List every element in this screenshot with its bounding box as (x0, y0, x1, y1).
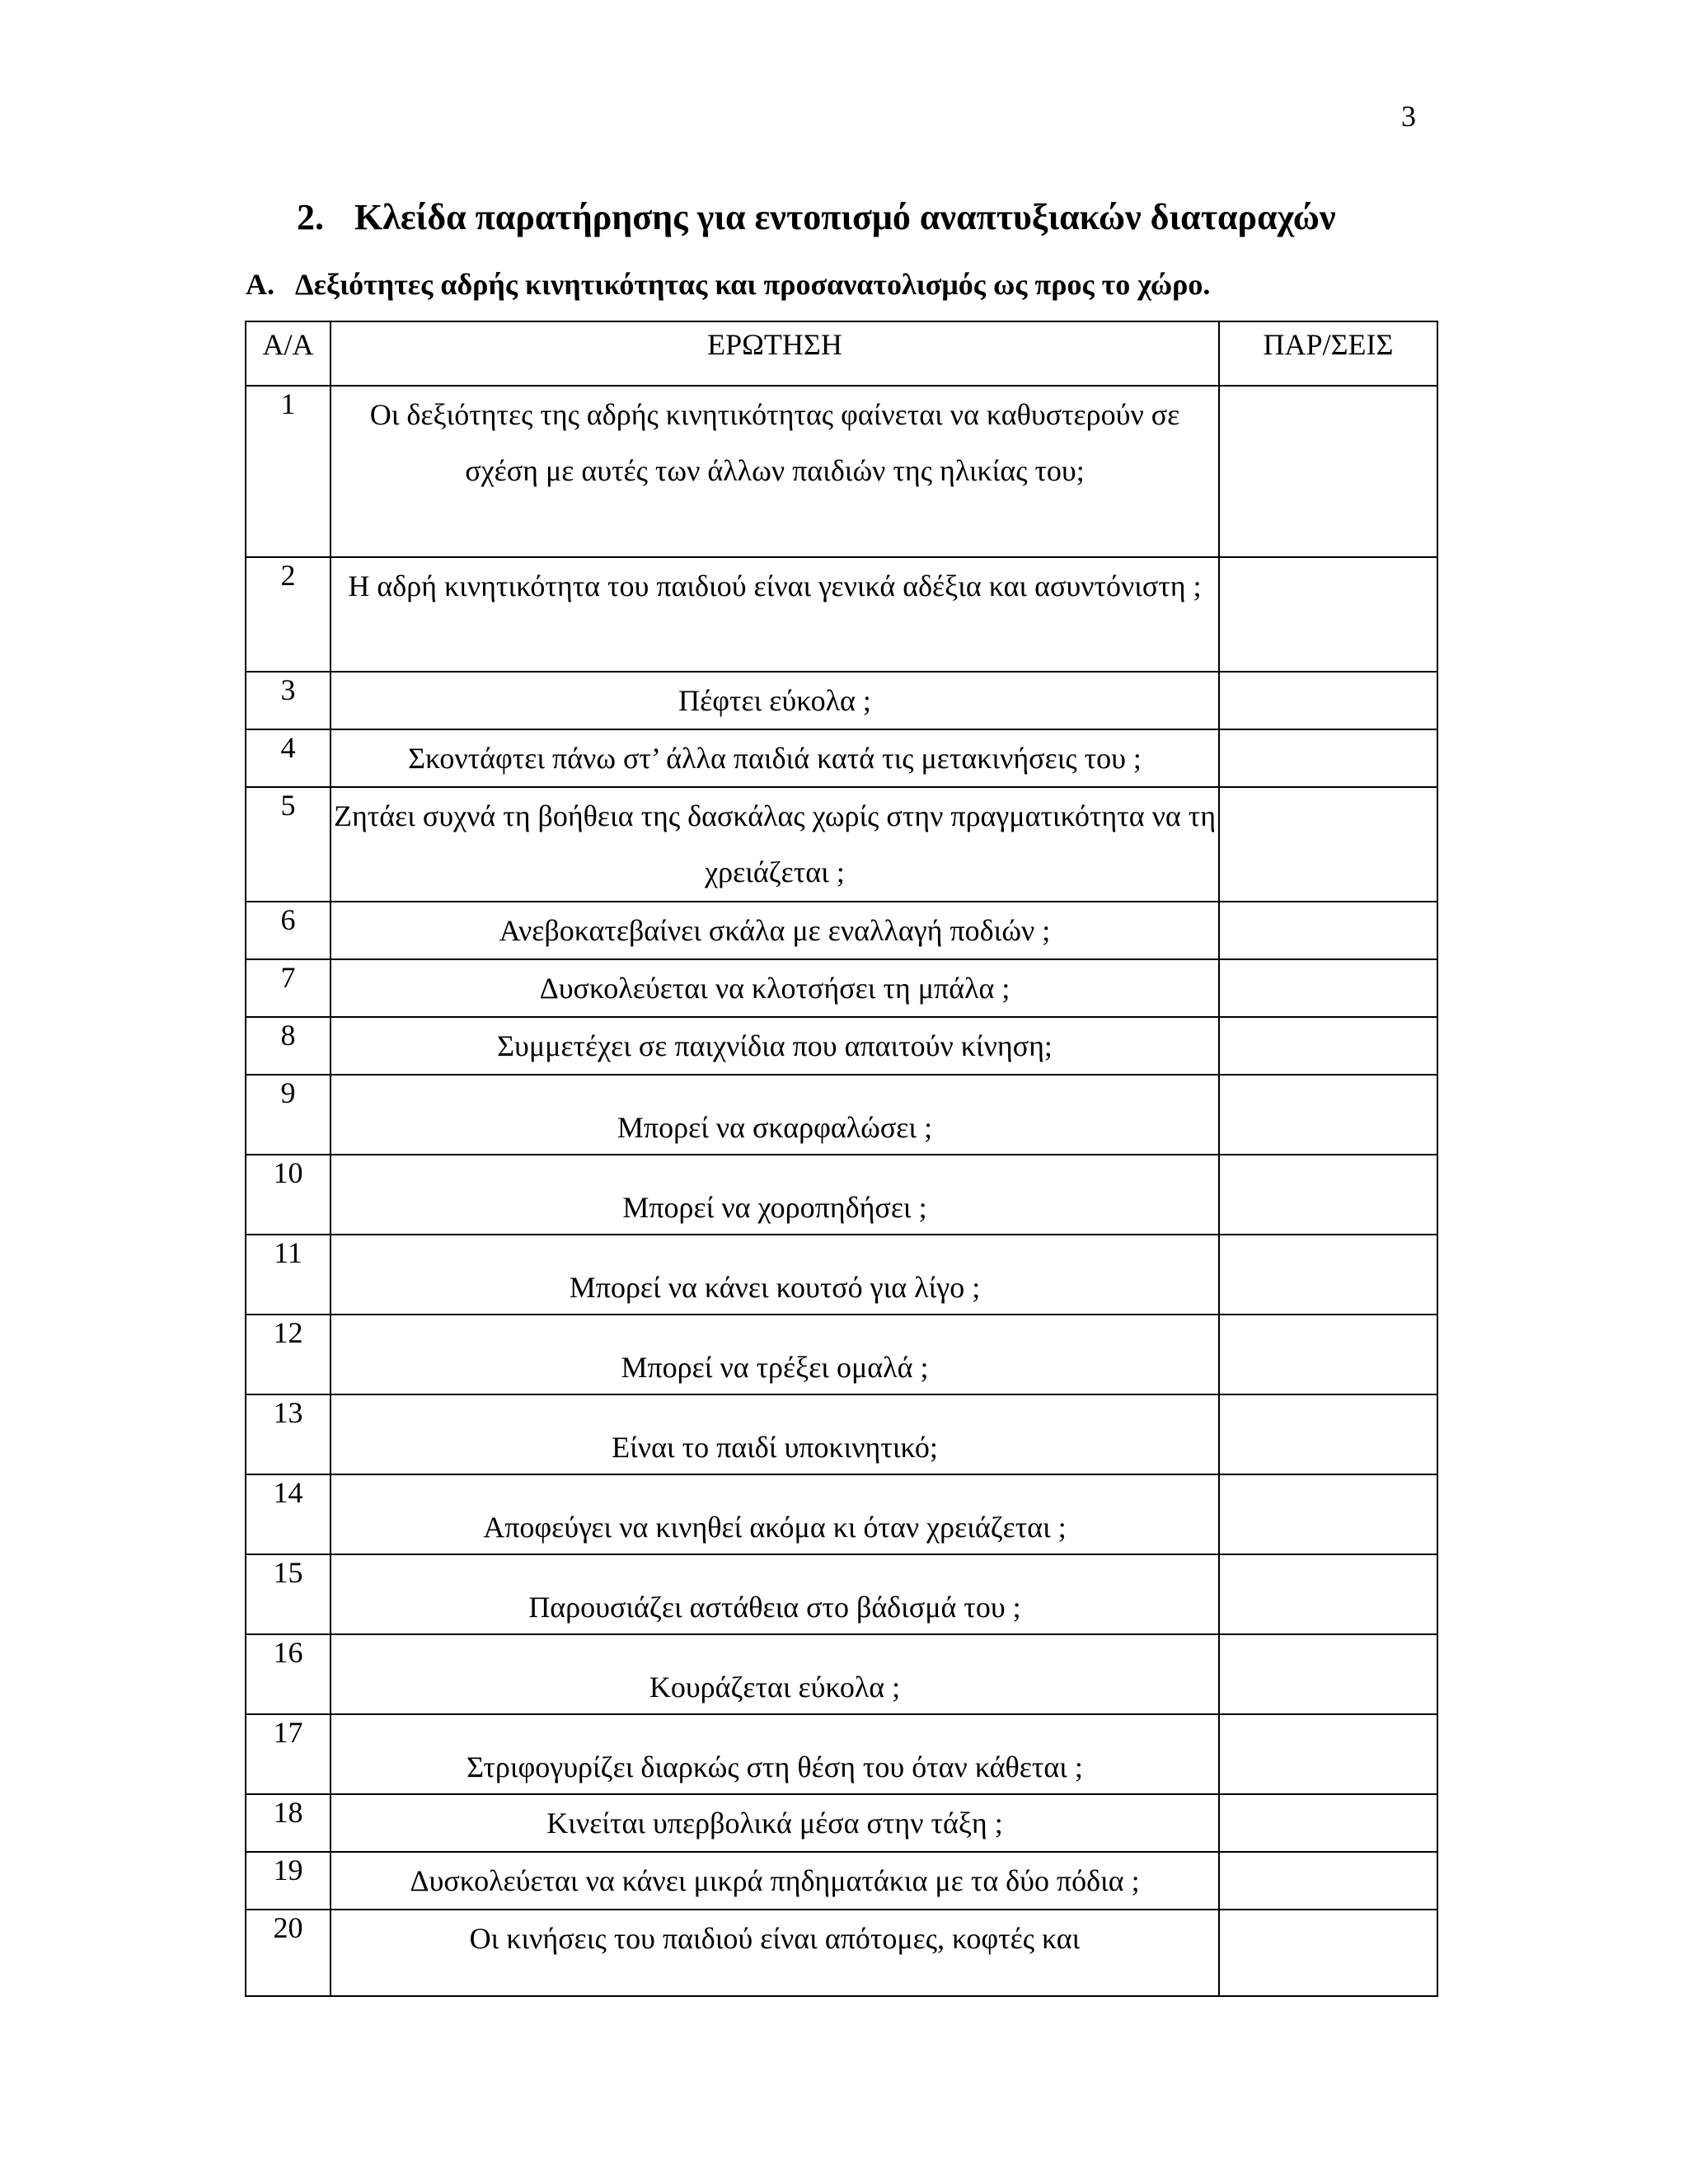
row-notes-cell[interactable] (1219, 787, 1437, 902)
subsection-letter: A. (246, 268, 274, 301)
subsection-title (246, 267, 1210, 302)
row-notes-cell[interactable] (1219, 1394, 1437, 1474)
row-notes-cell[interactable] (1219, 729, 1437, 787)
section-title-text: Κλείδα παρατήρησης για εντοπισμό αναπτυξιακών διαταραχών (354, 197, 1336, 237)
row-question: Κινείται υπερβολικά μέσα στην τάξη ; (331, 1794, 1219, 1852)
row-notes-cell[interactable] (1219, 1075, 1437, 1155)
row-number: 14 (246, 1474, 331, 1554)
row-number: 3 (246, 672, 331, 729)
row-notes-cell[interactable] (1219, 1474, 1437, 1554)
row-number: 12 (246, 1315, 331, 1394)
table-row (246, 959, 1437, 1017)
row-question: Πέφτει εύκολα ; (331, 672, 1219, 729)
section-title (297, 196, 1336, 238)
row-number: 4 (246, 729, 331, 787)
section-number: 2. (297, 197, 324, 237)
table-row (246, 557, 1437, 672)
row-notes-cell[interactable] (1219, 1235, 1437, 1315)
table-row (246, 1394, 1437, 1474)
header-notes: ΠΑΡ/ΣΕΙΣ (1219, 321, 1437, 386)
row-number: 2 (246, 557, 331, 672)
row-question: Ζητάει συχνά τη βοήθεια της δασκάλας χωρίς στην πραγματικότητα να τη χρειάζεται ; (331, 787, 1219, 902)
row-notes-cell[interactable] (1219, 672, 1437, 729)
row-question: Μπορεί να σκαρφαλώσει ; (331, 1075, 1219, 1155)
row-notes-cell[interactable] (1219, 1794, 1437, 1852)
row-notes-cell[interactable] (1219, 1714, 1437, 1794)
row-number: 17 (246, 1714, 331, 1794)
header-question: ΕΡΩΤΗΣΗ (331, 321, 1219, 386)
row-question: Αποφεύγει να κινηθεί ακόμα κι όταν χρειάζεται ; (331, 1474, 1219, 1554)
table-row (246, 1634, 1437, 1714)
table-row (246, 1852, 1437, 1910)
row-number: 1 (246, 386, 331, 557)
row-number: 13 (246, 1394, 331, 1474)
table-row (246, 787, 1437, 902)
table-row (246, 1017, 1437, 1075)
table-row (246, 1714, 1437, 1794)
table-row (246, 1315, 1437, 1394)
row-question: Μπορεί να κάνει κουτσό για λίγο ; (331, 1235, 1219, 1315)
row-question: Παρουσιάζει αστάθεια στο βάδισμά του ; (331, 1554, 1219, 1634)
row-notes-cell[interactable] (1219, 1852, 1437, 1910)
row-question: Η αδρή κινητικότητα του παιδιού είναι γενικά αδέξια και ασυντόνιστη ; (331, 557, 1219, 672)
table-row (246, 1910, 1437, 1996)
row-question: Σκοντάφτει πάνω στ’ άλλα παιδιά κατά τις μετακινήσεις του ; (331, 729, 1219, 787)
row-question: Μπορεί να τρέξει ομαλά ; (331, 1315, 1219, 1394)
row-notes-cell[interactable] (1219, 902, 1437, 959)
row-question: Οι δεξιότητες της αδρής κινητικότητας φαίνεται να καθυστερούν σε σχέση με αυτές των άλλων παιδιών της ηλικίας του; (331, 386, 1219, 557)
row-question: Οι κινήσεις του παιδιού είναι απότομες, κοφτές και (331, 1910, 1219, 1996)
row-notes-cell[interactable] (1219, 386, 1437, 557)
row-notes-cell[interactable] (1219, 1910, 1437, 1996)
questionnaire-table (245, 321, 1438, 1997)
row-question: Ανεβοκατεβαίνει σκάλα με εναλλαγή ποδιών ; (331, 902, 1219, 959)
row-question: Συμμετέχει σε παιχνίδια που απαιτούν κίνηση; (331, 1017, 1219, 1075)
row-number: 8 (246, 1017, 331, 1075)
page-number: 3 (1401, 100, 1416, 133)
table-header-row (246, 321, 1437, 386)
table-row (246, 1474, 1437, 1554)
row-question: Μπορεί να χοροπηδήσει ; (331, 1155, 1219, 1235)
row-number: 10 (246, 1155, 331, 1235)
row-notes-cell[interactable] (1219, 1634, 1437, 1714)
row-number: 19 (246, 1852, 331, 1910)
row-notes-cell[interactable] (1219, 1315, 1437, 1394)
row-number: 16 (246, 1634, 331, 1714)
table-row (246, 672, 1437, 729)
table-row (246, 1235, 1437, 1315)
header-number: Α/Α (246, 321, 331, 386)
row-notes-cell[interactable] (1219, 1554, 1437, 1634)
subsection-title-text: Δεξιότητες αδρής κινητικότητας και προσανατολισμός ως προς το χώρο. (295, 268, 1211, 301)
row-notes-cell[interactable] (1219, 1017, 1437, 1075)
table-row (246, 1155, 1437, 1235)
table-row (246, 386, 1437, 557)
table-row (246, 1554, 1437, 1634)
row-number: 20 (246, 1910, 331, 1996)
row-number: 7 (246, 959, 331, 1017)
row-question: Δυσκολεύεται να κάνει μικρά πηδηματάκια με τα δύο πόδια ; (331, 1852, 1219, 1910)
row-number: 9 (246, 1075, 331, 1155)
row-notes-cell[interactable] (1219, 959, 1437, 1017)
row-number: 18 (246, 1794, 331, 1852)
row-question: Στριφογυρίζει διαρκώς στη θέση του όταν κάθεται ; (331, 1714, 1219, 1794)
table-row (246, 729, 1437, 787)
row-question: Κουράζεται εύκολα ; (331, 1634, 1219, 1714)
row-number: 15 (246, 1554, 331, 1634)
row-question: Δυσκολεύεται να κλοτσήσει τη μπάλα ; (331, 959, 1219, 1017)
row-question: Είναι το παιδί υποκινητικό; (331, 1394, 1219, 1474)
row-number: 6 (246, 902, 331, 959)
table-row (246, 902, 1437, 959)
row-number: 5 (246, 787, 331, 902)
row-number: 11 (246, 1235, 331, 1315)
table-row (246, 1794, 1437, 1852)
row-notes-cell[interactable] (1219, 1155, 1437, 1235)
row-notes-cell[interactable] (1219, 557, 1437, 672)
table-row (246, 1075, 1437, 1155)
